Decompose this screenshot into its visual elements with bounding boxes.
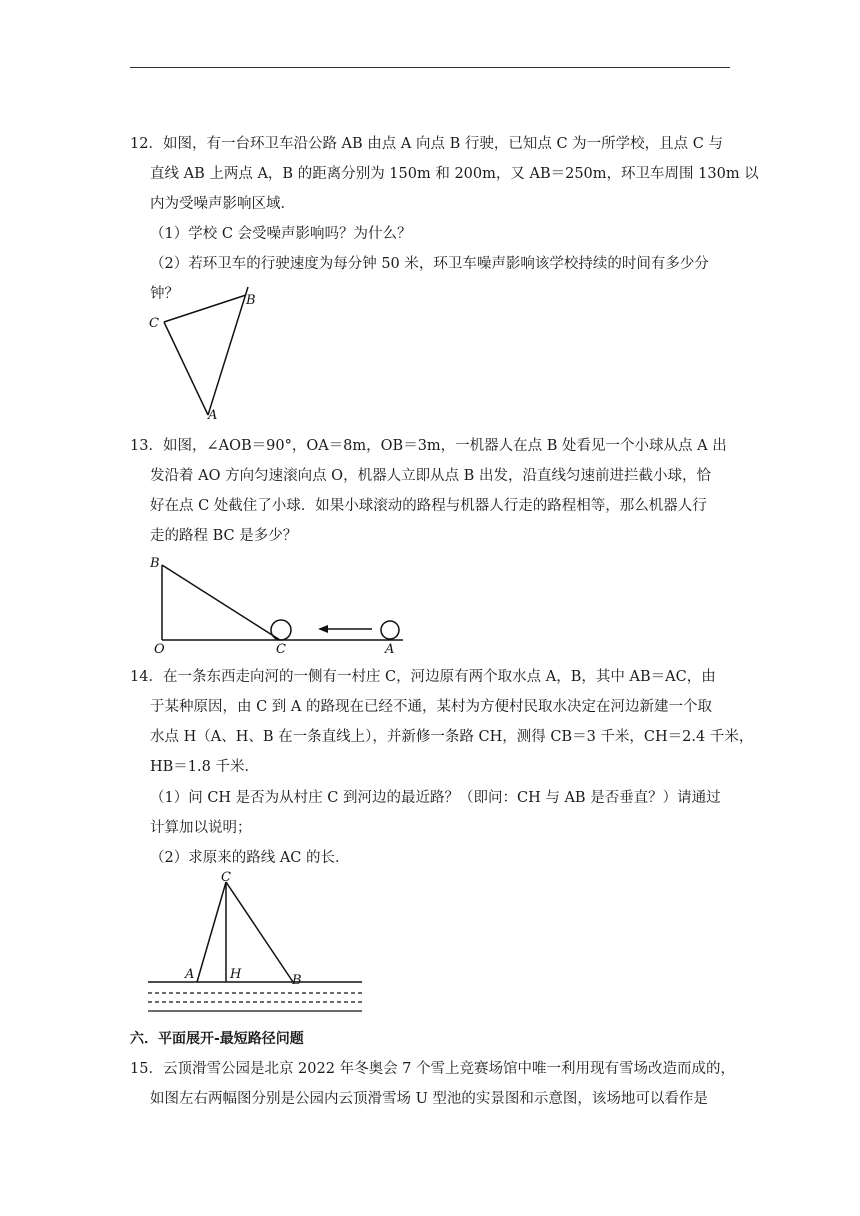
q12-sub-1: （1）学校 C 会受噪声影响吗？为什么？: [150, 226, 412, 242]
q13-label-b: B: [150, 556, 160, 571]
q12-line-2: 直线 AB 上两点 A，B 的距离分别为 150m 和 200m，又 AB＝250m，环卫车周围 130m 以: [150, 166, 759, 182]
q14-figure-river: [140, 868, 370, 1018]
q14-label-c: C: [221, 870, 231, 885]
q12-label-b: B: [246, 293, 256, 308]
q13-line-4: 走的路程 BC 是多少？: [150, 528, 298, 544]
q14-line-2: 于某种原因，由 C 到 A 的路现在已经不通，某村为方便村民取水决定在河边新建一个取: [150, 699, 712, 715]
q13-line-2: 发沿着 AO 方向匀速滚向点 O，机器人立即从点 B 出发，沿直线匀速前进拦截小球，恰: [150, 468, 711, 484]
q12-label-c: C: [149, 316, 159, 331]
q12-label-a: A: [208, 408, 218, 423]
q12-sub-2: （2）若环卫车的行驶速度为每分钟 50 米，环卫车噪声影响该学校持续的时间有多少分: [150, 256, 709, 272]
q15-line-1: 15．云顶滑雪公园是北京 2022 年冬奥会 7 个雪上竞赛场馆中唯一利用现有雪场改造而成的，: [130, 1061, 736, 1077]
q13-label-o: O: [154, 642, 165, 657]
q14-line-4: HB＝1.8 千米．: [150, 759, 259, 775]
q14-label-h: H: [230, 967, 242, 982]
header-rule: [130, 67, 730, 68]
q14-sub-1: （1）问 CH 是否为从村庄 C 到河边的最近路？（即问：CH 与 AB 是否垂直？）请通过: [150, 790, 721, 806]
q13-figure-ball: [140, 550, 420, 660]
q13-line-3: 好在点 C 处截住了小球．如果小球滚动的路程与机器人行走的路程相等，那么机器人行: [150, 498, 707, 514]
q14-line-1: 14．在一条东西走向河的一侧有一村庄 C，河边原有两个取水点 A，B，其中 AB＝AC，由: [130, 669, 716, 685]
q14-sub-1-cont: 计算加以说明；: [150, 820, 252, 836]
q13-label-c: C: [276, 642, 286, 657]
q12-line-3: 内为受噪声影响区域．: [150, 196, 295, 212]
q15-line-2: 如图左右两幅图分别是公园内云顶滑雪场 U 型池的实景图和示意图，该场地可以看作是: [150, 1091, 708, 1107]
q14-sub-2: （2）求原来的路线 AC 的长．: [150, 850, 350, 866]
q14-line-3: 水点 H（A、H、B 在一条直线上），并新修一条路 CH，测得 CB＝3 千米，CH＝2.4 千米，: [150, 729, 754, 745]
q13-line-1: 13．如图，∠AOB＝90°，OA＝8m，OB＝3m，一机器人在点 B 处看见一个小球从点 A 出: [130, 438, 727, 454]
q14-label-a: A: [185, 967, 195, 982]
section-6-heading: 六．平面展开-最短路径问题: [130, 1031, 304, 1047]
q14-label-b: B: [292, 973, 302, 988]
q13-label-a: A: [385, 642, 395, 657]
q12-sub-2-cont: 钟？: [150, 286, 179, 302]
q12-figure-triangle: [140, 285, 270, 430]
q12-line-1: 12．如图，有一台环卫车沿公路 AB 由点 A 向点 B 行驶，已知点 C 为一所学校，且点 C 与: [130, 136, 723, 152]
